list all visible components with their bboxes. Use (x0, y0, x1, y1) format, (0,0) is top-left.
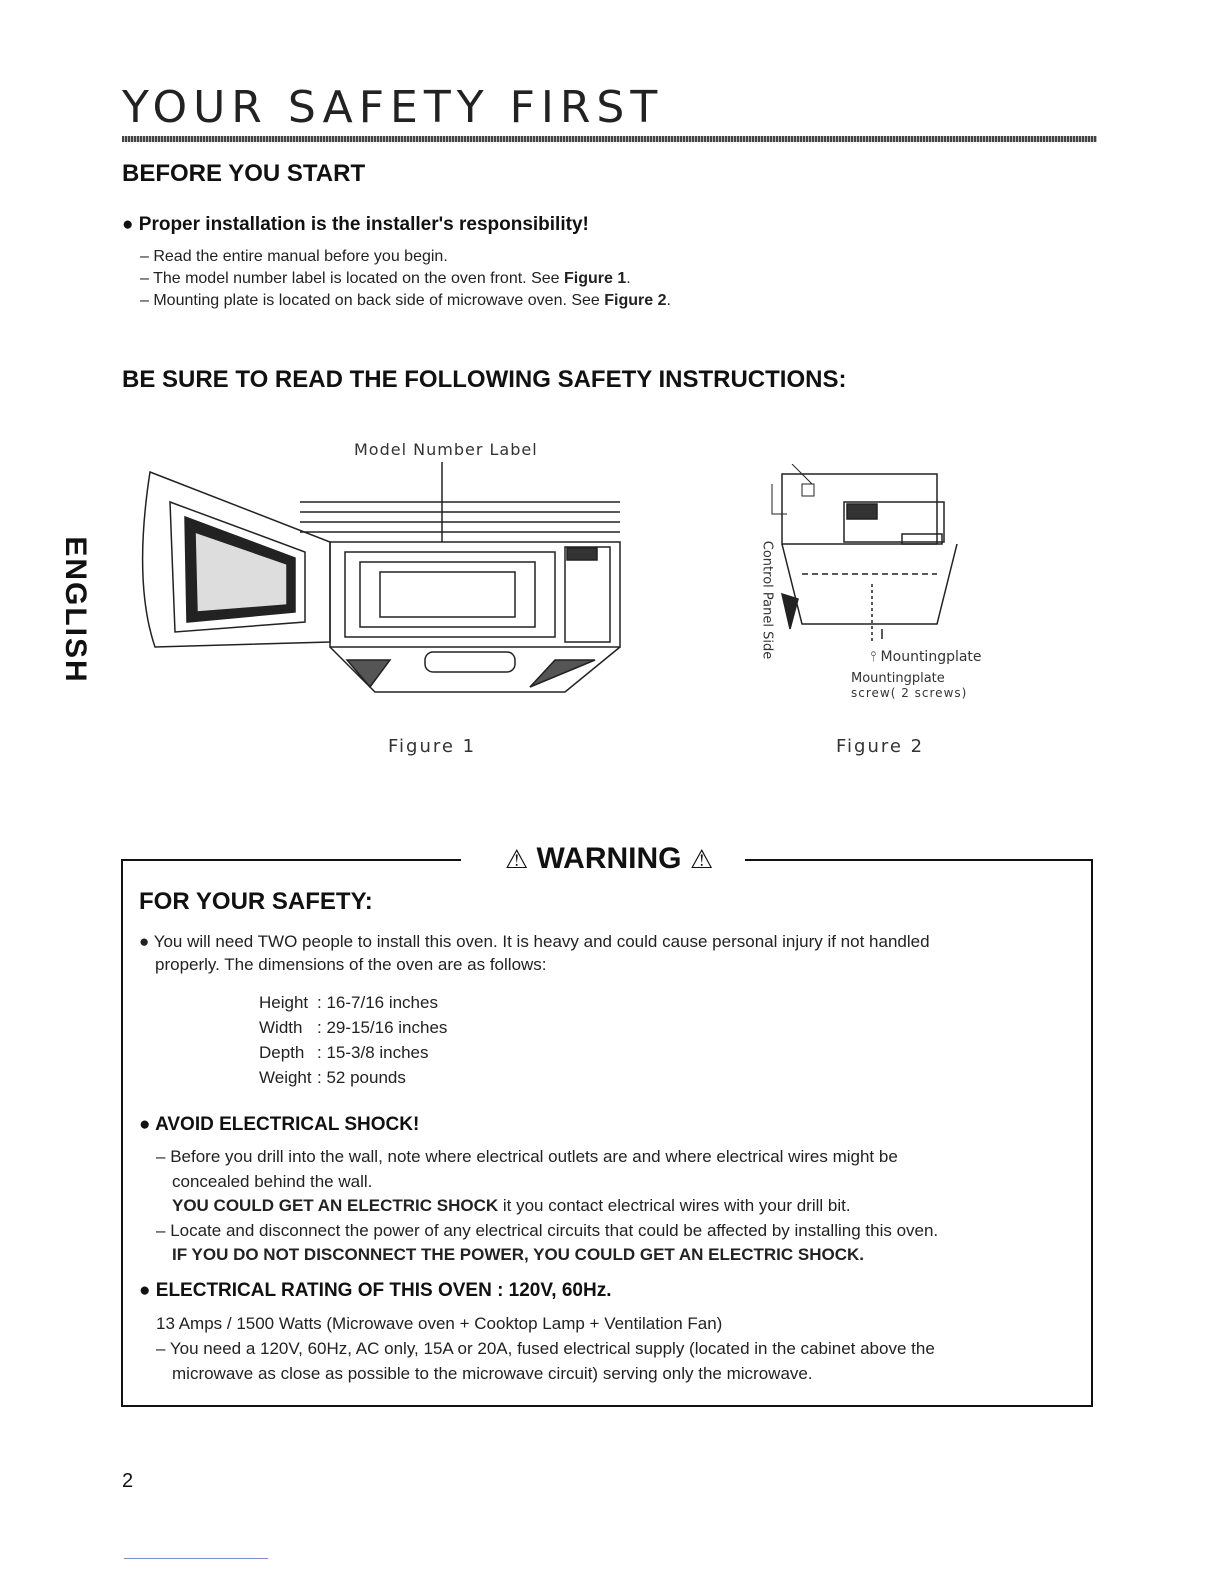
figure2-caption: Figure 2 (836, 736, 925, 757)
rating-line-2a: You need a 120V, 60Hz, AC only, 15A or 20A, fused electrical supply (located in the cabinet above the (169, 1339, 935, 1358)
figure-ref: Figure 2 (604, 292, 667, 309)
safety-instructions-heading: BE SURE TO READ THE FOLLOWING SAFETY INSTRUCTIONS: (122, 366, 847, 393)
list-item-text: The model number label is located on the oven front. See (153, 270, 564, 287)
side-label-text: Control Panel Side (759, 540, 775, 660)
warning-triangle-icon: ⚠ (689, 844, 714, 874)
avoid-shock-text: AVOID ELECTRICAL SHOCK! (155, 1114, 420, 1135)
rating-line-2b: microwave as close as possible to the microwave circuit) serving only the microwave. (172, 1364, 813, 1383)
before-start-list (140, 246, 671, 312)
before-start-heading: BEFORE YOU START (122, 160, 366, 187)
spec-label: Weight (259, 1068, 312, 1087)
shock-line-1b: concealed behind the wall. (172, 1171, 373, 1191)
language-side-tab (59, 520, 91, 700)
dimension-specs (259, 990, 447, 1090)
microwave-back-figure (762, 464, 972, 644)
warning-title-text: WARNING (536, 842, 682, 875)
screw-icon: ⫯ (870, 649, 877, 665)
spec-value: : 52 pounds (317, 1068, 406, 1087)
mountingplate-screw-label (851, 671, 967, 701)
spec-value: : 16-7/16 inches (317, 993, 438, 1012)
footer-rule (124, 1558, 268, 1559)
mountingplate-label (870, 649, 982, 665)
bullet-dot: ● (139, 932, 154, 951)
bullet-dot: ● (139, 1114, 156, 1135)
page-title: YOUR SAFETY FIRST (122, 82, 664, 133)
list-item: – Read the entire manual before you begin. (140, 248, 448, 265)
model-number-label: Model Number Label (354, 440, 538, 459)
list-item: – Mounting plate is located on back side of microwave oven. See Figure 2. (140, 292, 671, 309)
spec-label: Width (259, 1018, 303, 1037)
warning-triangle-icon: ⚠ (504, 844, 529, 874)
screw-label-line-2: screw( 2 screws) (851, 686, 968, 700)
shock-line-1a: Before you drill into the wall, note where electrical outlets are and where electrical wires might be (170, 1147, 898, 1166)
intro-line-1: You will need TWO people to install this oven. It is heavy and could cause personal injury if not handled (153, 932, 930, 951)
figure-ref: Figure 1 (563, 270, 627, 287)
shock-line-2a: Locate and disconnect the power of any electrical circuits that could be affected by installing this oven. (170, 1220, 939, 1240)
spec-row (259, 1065, 447, 1090)
installer-bullet (122, 214, 589, 236)
installer-bullet-text: Proper installation is the installer's responsibility! (138, 214, 589, 235)
avoid-shock-body: – Before you drill into the wall, note where electrical outlets are and where electrical wires might be concealed behind the wall. YOU COULD GET AN ELECTRIC SHOCK it you contact electrical wires with your drill bit. – Locate and disconnect the power of any electrical circuits that could be affected by installing this oven. IF YOU DO NOT DISCONNECT THE POWER, YOU COULD GET AN ELECTRIC SHOCK. (156, 1147, 939, 1264)
bullet-dot: ● (122, 214, 139, 235)
electrical-rating-heading (139, 1280, 612, 1302)
electrical-rating-text: ELECTRICAL RATING OF THIS OVEN : 120V, 60Hz. (155, 1280, 612, 1301)
figure1-caption: Figure 1 (388, 736, 477, 757)
spec-label: Height (259, 993, 309, 1012)
side-tab-label: ENGLISH (59, 536, 92, 684)
screw-label-line-1: Mountingplate (851, 671, 945, 686)
list-item-text: Mounting plate is located on back side of microwave oven. See (153, 292, 605, 309)
spec-value: : 29-15/16 inches (317, 1018, 448, 1037)
bullet-dot: ● (139, 1280, 156, 1301)
shock-warning-bold-2: IF YOU DO NOT DISCONNECT THE POWER, YOU COULD GET AN ELECTRIC SHOCK. (172, 1245, 864, 1264)
intro-line-2: properly. The dimensions of the oven are as follows: (155, 955, 547, 974)
list-item-tail: . (626, 270, 631, 287)
list-item-tail: . (666, 292, 671, 309)
shock-line-1c: it you contact electrical wires with your drill bit. (498, 1196, 851, 1215)
spec-value: : 15-3/8 inches (317, 1043, 429, 1062)
for-your-safety-heading: FOR YOUR SAFETY: (139, 888, 373, 915)
two-people-paragraph (139, 930, 930, 976)
page-number: 2 (122, 1470, 134, 1492)
rating-line-1: 13 Amps / 1500 Watts (Microwave oven + Cooktop Lamp + Ventilation Fan) (156, 1314, 723, 1333)
spec-label: Depth (259, 1043, 305, 1062)
microwave-front-figure (115, 462, 635, 702)
electrical-rating-body: 13 Amps / 1500 Watts (Microwave oven + Cooktop Lamp + Ventilation Fan) – You need a 120V, 60Hz, AC only, 15A or 20A, fused electrical supply (located in the cabinet above the microwave as close as possible to the microwave circuit) serving only the microwave. (156, 1311, 935, 1386)
list-item: – The model number label is located on the oven front. See Figure 1. (140, 270, 631, 287)
control-panel (565, 547, 610, 642)
title-rule (122, 136, 1097, 142)
spec-row (259, 1040, 447, 1065)
list-item-text: Read the entire manual before you begin. (153, 248, 448, 265)
mountingplate-text: Mountingplate (880, 649, 982, 665)
shock-warning-bold-1: YOU COULD GET AN ELECTRIC SHOCK (172, 1196, 499, 1215)
avoid-shock-heading (139, 1114, 419, 1136)
spec-row (259, 990, 447, 1015)
control-panel-side-label (752, 520, 782, 680)
spec-row (259, 1015, 447, 1040)
